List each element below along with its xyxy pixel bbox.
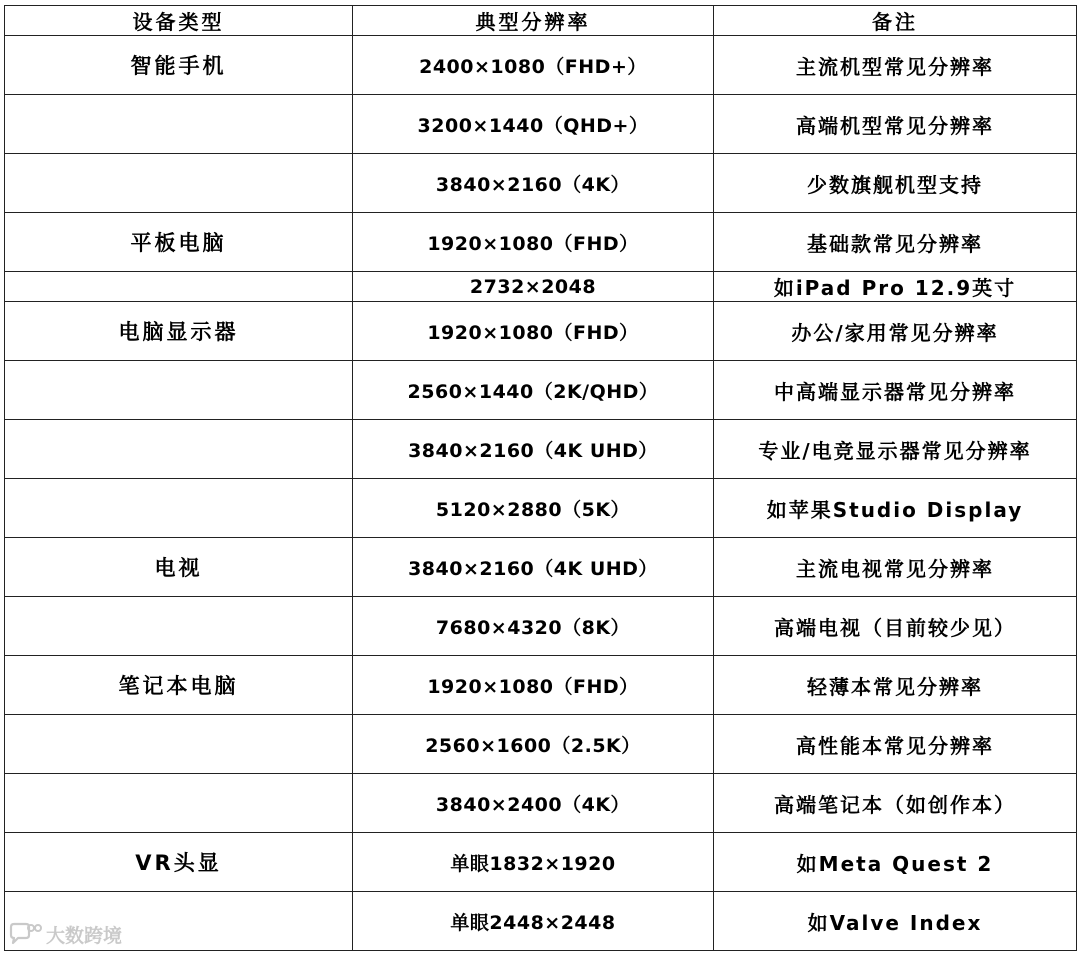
header-typical-resolution: 典型分辨率 — [353, 6, 714, 36]
device-cell: 电脑显示器 — [5, 302, 353, 361]
resolution-cell: 5120×2880（5K） — [353, 479, 714, 538]
device-cell: 平板电脑 — [5, 213, 353, 272]
resolution-cell: 3200×1440（QHD+） — [353, 95, 714, 154]
table-row — [5, 420, 1077, 479]
note-cell: 如Valve Index — [714, 892, 1077, 951]
device-cell — [5, 479, 353, 538]
table-row — [5, 272, 1077, 302]
watermark — [8, 921, 122, 948]
device-cell: 笔记本电脑 — [5, 656, 353, 715]
resolution-cell: 2560×1440（2K/QHD） — [353, 361, 714, 420]
resolution-cell: 3840×2400（4K） — [353, 774, 714, 833]
resolution-cell: 1920×1080（FHD） — [353, 656, 714, 715]
table-row — [5, 95, 1077, 154]
note-cell: 高端电视（目前较少见） — [714, 597, 1077, 656]
resolution-cell: 1920×1080（FHD） — [353, 213, 714, 272]
resolution-cell: 3840×2160（4K） — [353, 154, 714, 213]
table-row — [5, 597, 1077, 656]
resolution-cell: 3840×2160（4K UHD） — [353, 420, 714, 479]
table-header-row — [5, 6, 1077, 36]
note-cell: 轻薄本常见分辨率 — [714, 656, 1077, 715]
resolution-cell: 2732×2048 — [353, 272, 714, 302]
device-cell — [5, 272, 353, 302]
note-cell: 中高端显示器常见分辨率 — [714, 361, 1077, 420]
device-cell — [5, 95, 353, 154]
note-cell: 基础款常见分辨率 — [714, 213, 1077, 272]
device-cell — [5, 154, 353, 213]
device-cell: 电视 — [5, 538, 353, 597]
device-cell — [5, 774, 353, 833]
note-cell: 如Meta Quest 2 — [714, 833, 1077, 892]
device-cell — [5, 715, 353, 774]
note-cell: 专业/电竞显示器常见分辨率 — [714, 420, 1077, 479]
device-cell — [5, 361, 353, 420]
note-cell: 如苹果Studio Display — [714, 479, 1077, 538]
note-cell: 主流电视常见分辨率 — [714, 538, 1077, 597]
note-cell: 高端机型常见分辨率 — [714, 95, 1077, 154]
table-row — [5, 715, 1077, 774]
table-row — [5, 479, 1077, 538]
note-cell: 高端笔记本（如创作本） — [714, 774, 1077, 833]
table-row — [5, 833, 1077, 892]
note-cell: 高性能本常见分辨率 — [714, 715, 1077, 774]
table-row — [5, 302, 1077, 361]
device-cell: VR头显 — [5, 833, 353, 892]
resolution-cell: 1920×1080（FHD） — [353, 302, 714, 361]
note-cell: 少数旗舰机型支持 — [714, 154, 1077, 213]
table-row — [5, 154, 1077, 213]
resolution-cell: 3840×2160（4K UHD） — [353, 538, 714, 597]
resolution-cell: 单眼1832×1920 — [353, 833, 714, 892]
table-row — [5, 361, 1077, 420]
table-row — [5, 36, 1077, 95]
device-cell — [5, 420, 353, 479]
table-row — [5, 656, 1077, 715]
resolution-cell: 7680×4320（8K） — [353, 597, 714, 656]
table-row — [5, 538, 1077, 597]
resolution-cell: 2560×1600（2.5K） — [353, 715, 714, 774]
table-row — [5, 213, 1077, 272]
header-device-type: 设备类型 — [5, 6, 353, 36]
watermark-text: 大数跨境 — [46, 925, 123, 947]
resolution-table — [4, 5, 1077, 951]
note-cell: 主流机型常见分辨率 — [714, 36, 1077, 95]
header-note: 备注 — [714, 6, 1077, 36]
note-cell: 如iPad Pro 12.9英寸 — [714, 272, 1077, 302]
table-row — [5, 892, 1077, 951]
resolution-cell: 单眼2448×2448 — [353, 892, 714, 951]
chat-bubble-logo-icon — [8, 922, 42, 948]
resolution-cell: 2400×1080（FHD+） — [353, 36, 714, 95]
table-row — [5, 774, 1077, 833]
device-cell: 智能手机 — [5, 36, 353, 95]
note-cell: 办公/家用常见分辨率 — [714, 302, 1077, 361]
device-cell — [5, 597, 353, 656]
